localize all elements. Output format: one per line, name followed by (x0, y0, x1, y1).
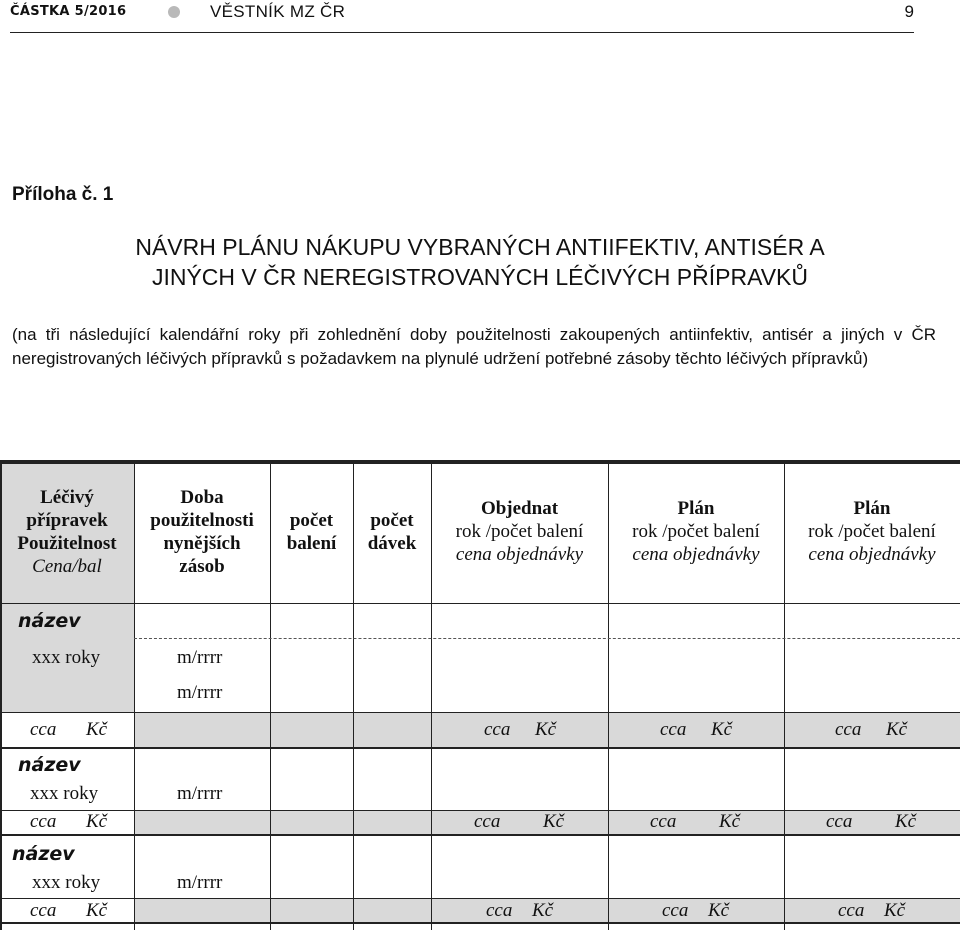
price-cca: cca (662, 900, 689, 921)
header-text: dávek (367, 532, 417, 554)
header-shelf-life (134, 460, 270, 603)
row-separator (0, 712, 960, 713)
header-text: rok /počet balení (455, 521, 584, 542)
expiry-date: m/rrrr (177, 647, 223, 668)
price-currency: Kč (535, 719, 557, 740)
price-currency: Kč (86, 719, 108, 740)
expiry-date: m/rrrr (177, 783, 223, 804)
price-cca: cca (30, 811, 57, 832)
header-text: počet (289, 509, 334, 531)
product-name-label: název (18, 754, 81, 776)
header-medicinal-product (0, 460, 134, 603)
column-divider (134, 460, 135, 930)
header-text: Cena/bal (32, 555, 102, 577)
row-separator (0, 898, 960, 899)
price-cca: cca (835, 719, 862, 740)
header-text: balení (286, 532, 337, 554)
price-currency: Kč (543, 811, 565, 832)
issue-label: ČÁSTKA 5/2016 (10, 4, 127, 19)
page-header (10, 0, 914, 34)
header-text: přípravek (26, 509, 108, 531)
block-separator (0, 747, 960, 749)
expiry-date: m/rrrr (177, 872, 223, 893)
header-text: cena objednávky (808, 544, 936, 565)
header-text: nynějších (163, 532, 241, 554)
price-currency: Kč (895, 811, 917, 832)
product-name-label: název (18, 610, 81, 632)
journal-name: VĚSTNÍK MZ ČR (210, 2, 346, 21)
shelf-life-years: xxx roky (32, 872, 101, 893)
header-text: použitelnosti (150, 509, 254, 531)
header-rule (10, 32, 914, 33)
title-line-2: JINÝCH V ČR NEREGISTROVANÝCH LÉČIVÝCH PŘÍPRAVKŮ (151, 264, 809, 290)
header-text: cena objednávky (632, 544, 760, 565)
shelf-life-years: xxx roky (30, 783, 99, 804)
header-plan-1 (608, 460, 784, 603)
column-divider (431, 460, 432, 930)
product-name-label: název (12, 843, 75, 865)
price-currency: Kč (708, 900, 730, 921)
header-text: Léčivý (40, 486, 94, 508)
header-plan-2 (784, 460, 960, 603)
document-title (0, 232, 960, 292)
price-currency: Kč (86, 900, 108, 921)
expiry-date: m/rrrr (177, 682, 223, 703)
column-divider (784, 460, 785, 930)
header-doses (353, 460, 431, 603)
price-currency: Kč (711, 719, 733, 740)
header-text: Použitelnost (17, 532, 117, 554)
price-cca: cca (838, 900, 865, 921)
table-left-border (0, 460, 2, 930)
table-bottom-border (0, 922, 960, 924)
header-text: počet (370, 509, 414, 531)
title-line-1: NÁVRH PLÁNU NÁKUPU VYBRANÝCH ANTIIFEKTIV, ANTISÉR A (135, 234, 825, 260)
price-cca: cca (826, 811, 853, 832)
header-text: Objednat (480, 498, 559, 519)
header-bottom-rule (0, 603, 960, 604)
header-text: rok /počet balení (808, 521, 936, 542)
price-cca: cca (650, 811, 677, 832)
price-cca: cca (30, 719, 57, 740)
header-order (431, 460, 608, 603)
header-text: zásob (179, 555, 225, 577)
price-cca: cca (484, 719, 511, 740)
column-divider (353, 460, 354, 930)
price-currency: Kč (886, 719, 908, 740)
price-cca: cca (30, 900, 57, 921)
column-divider (608, 460, 609, 930)
header-packages (270, 460, 353, 603)
bullet-dot-icon (168, 6, 180, 18)
intro-paragraph: (na tři následující kalendářní roky při zohlednění doby použitelnosti zakoupených antiinfektiv, antisér a jiných v ČR neregistrovaných léčivých přípravků s požadavkem na plynulé udržení potřebné zásoby těchto léčivých přípravků) (12, 325, 936, 368)
header-text: Plán (853, 498, 891, 519)
header-text: rok /počet balení (632, 521, 760, 542)
price-currency: Kč (86, 811, 108, 832)
block-separator (0, 834, 960, 836)
price-cca: cca (660, 719, 687, 740)
header-text: cena objednávky (455, 544, 584, 565)
price-currency: Kč (884, 900, 906, 921)
row-separator (134, 638, 960, 639)
price-cca: cca (474, 811, 501, 832)
shelf-life-years: xxx roky (32, 647, 101, 668)
header-text: Plán (677, 498, 715, 519)
page-number: 9 (904, 2, 914, 21)
annex-label: Příloha č. 1 (12, 184, 114, 205)
price-cca: cca (486, 900, 513, 921)
column-divider (270, 460, 271, 930)
price-currency: Kč (532, 900, 554, 921)
price-currency: Kč (719, 811, 741, 832)
plan-table (0, 460, 960, 930)
header-text: Doba (180, 486, 224, 508)
